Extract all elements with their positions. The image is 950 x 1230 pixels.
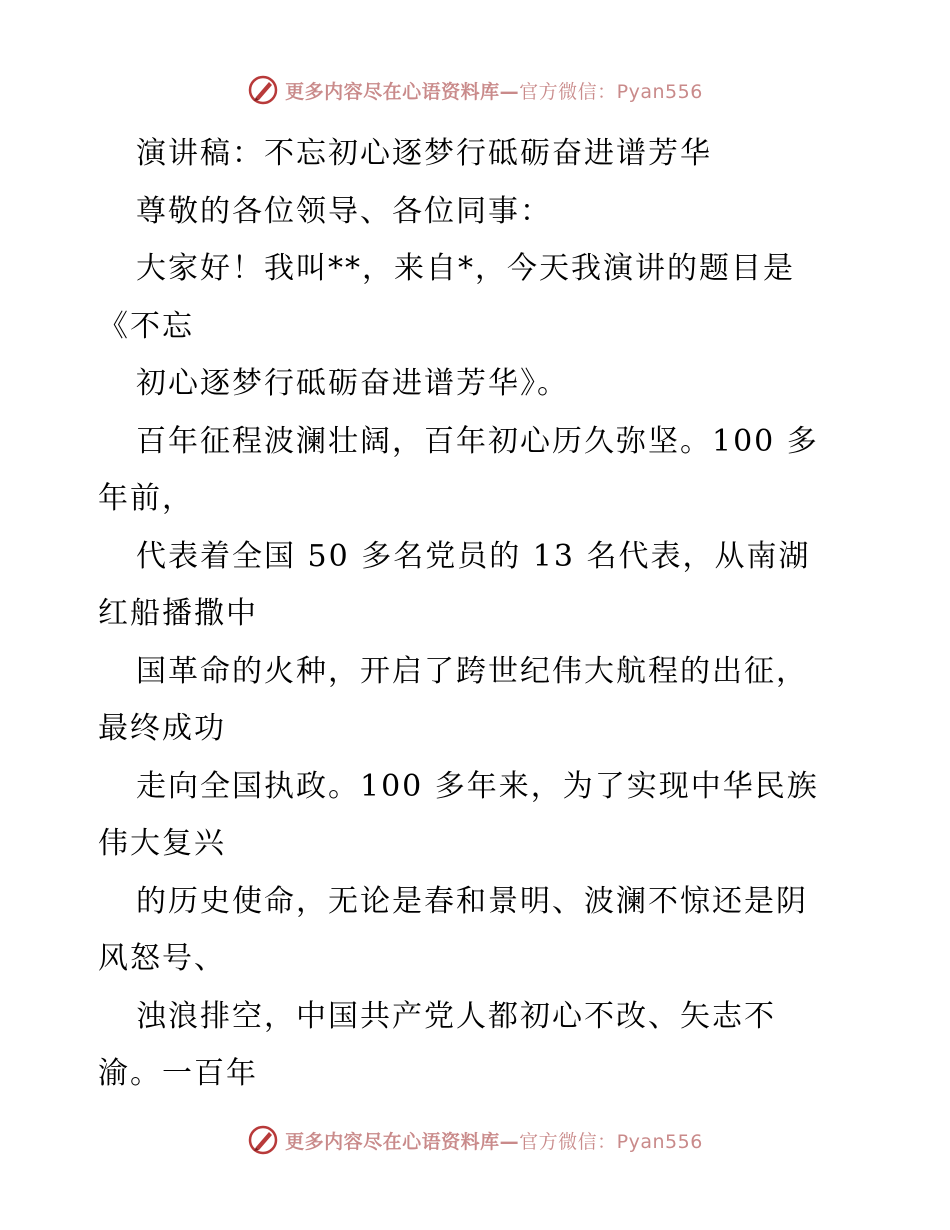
text-line: 走向全国执政。100 多年来，为了实现中华民族 [136,768,819,804]
text-line: 红船播撒中 [98,596,258,631]
watermark-text: 更多内容尽在心语资料库—官方微信：Pyan556 [285,80,703,103]
watermark-banner-top [0,70,950,110]
text-line: 尊敬的各位领导、各位同事： [136,193,552,229]
watermark-text: 更多内容尽在心语资料库—官方微信：Pyan556 [285,1130,703,1153]
text-line: 《不忘 [98,308,194,344]
text-line: 最终成功 [98,711,226,746]
text-line: 年前， [98,481,194,516]
text-line: 伟大复兴 [98,826,226,861]
text-line: 国革命的火种，开启了跨世纪伟大航程的出征， [136,653,808,689]
text-line: 浊浪排空，中国共产党人都初心不改、矢志不 [136,998,776,1034]
text-line: 代表着全国 50 多名党员的 13 名代表，从南湖 [136,538,811,574]
text-line: 渝。一百年 [98,1056,258,1091]
text-line: 演讲稿：不忘初心逐梦行砥砺奋进谱芳华 [136,136,712,171]
text-line: 风怒号、 [98,941,226,976]
text-line: 初心逐梦行砥砺奋进谱芳华》。 [136,366,569,401]
document-body [98,125,858,1103]
pen-logo-icon [247,1124,279,1156]
pen-logo-icon [247,74,279,106]
text-line: 大家好！我叫**，来自*，今天我演讲的题目是 [136,251,795,286]
text-line: 百年征程波澜壮阔，百年初心历久弥坚。100 多 [136,423,819,459]
watermark-banner-bottom [0,1120,950,1160]
text-line: 的历史使命，无论是春和景明、波澜不惊还是阴 [136,883,808,919]
